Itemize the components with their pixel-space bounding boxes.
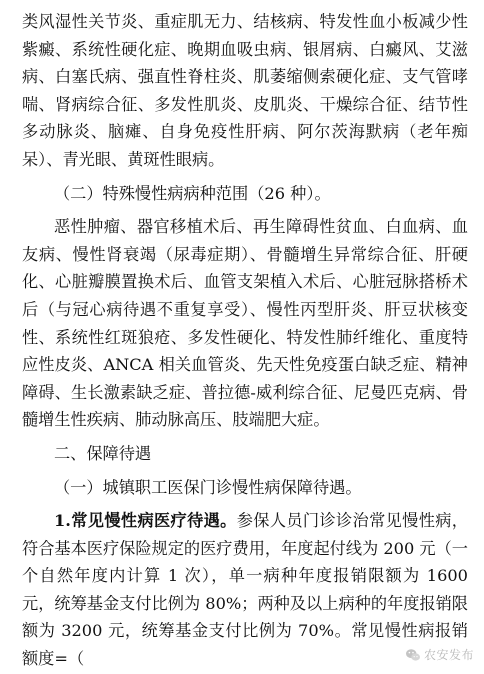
section-heading-benefits: 二、保障待遇 [54,443,152,463]
special-chronic-list: 恶性肿瘤、器官移植术后、再生障碍性贫血、白血病、血友病、慢性肾衰竭（尿毒症期）、骨髓增生异常综合征、肝硬化、心脏瓣膜置换术后、血管支架植入术后、心脏冠脉搭桥术后（与冠心病待遇不重复享受）、慢性丙型肝炎、肝豆状核变性、系统性红斑狼疮、多发性硬化、特发性肺纤维化、重度特应性皮炎、ANCA 相关血管炎、先天性免疫蛋白缺乏症、精神障碍、生长激素缺乏症、普拉德-威利综合征、尼曼匹克病、骨髓增生性疾病、肺动脉高压、肢端肥大症。 [22,217,468,430]
common-chronic-benefit-text: 参保人员门诊诊治常见慢性病，符合基本医疗保险规定的医疗费用，年度起付线为 200 元（一个自然年度内计算 1 次），单一病种年度报销限额为 1600 元，统筹基金支付比例为 80%；两种及以上病种的年度报销限额为 3200 元，统筹基金支付比例为 70%。常见慢性病报销额度=（ [22,511,468,669]
disease-list-continued: 类风湿性关节炎、重症肌无力、结核病、特发性血小板减少性紫癜、系统性硬化症、晚期血吸虫病、银屑病、白癜风、艾滋病、白塞氏病、强直性脊柱炎、肌萎缩侧索硬化症、支气管哮喘、肾病综合征、多发性肌炎、皮肌炎、干燥综合征、结节性多动脉炎、脑瘫、自身免疫性肝病、阿尔茨海默病（老年痴呆）、青光眼、黄斑性眼病。 [22,12,468,169]
wechat-logo-icon [405,647,421,663]
special-chronic-heading: （二）特殊慢性病病种范围（26 种）。 [54,183,331,203]
subsection-heading-employee: （一）城镇职工医保门诊慢性病保障待遇。 [54,477,362,497]
source-watermark [401,645,478,664]
common-chronic-benefit-title: 1.常见慢性病医疗待遇。 [54,511,237,531]
watermark-text: 农安发布 [423,648,474,662]
